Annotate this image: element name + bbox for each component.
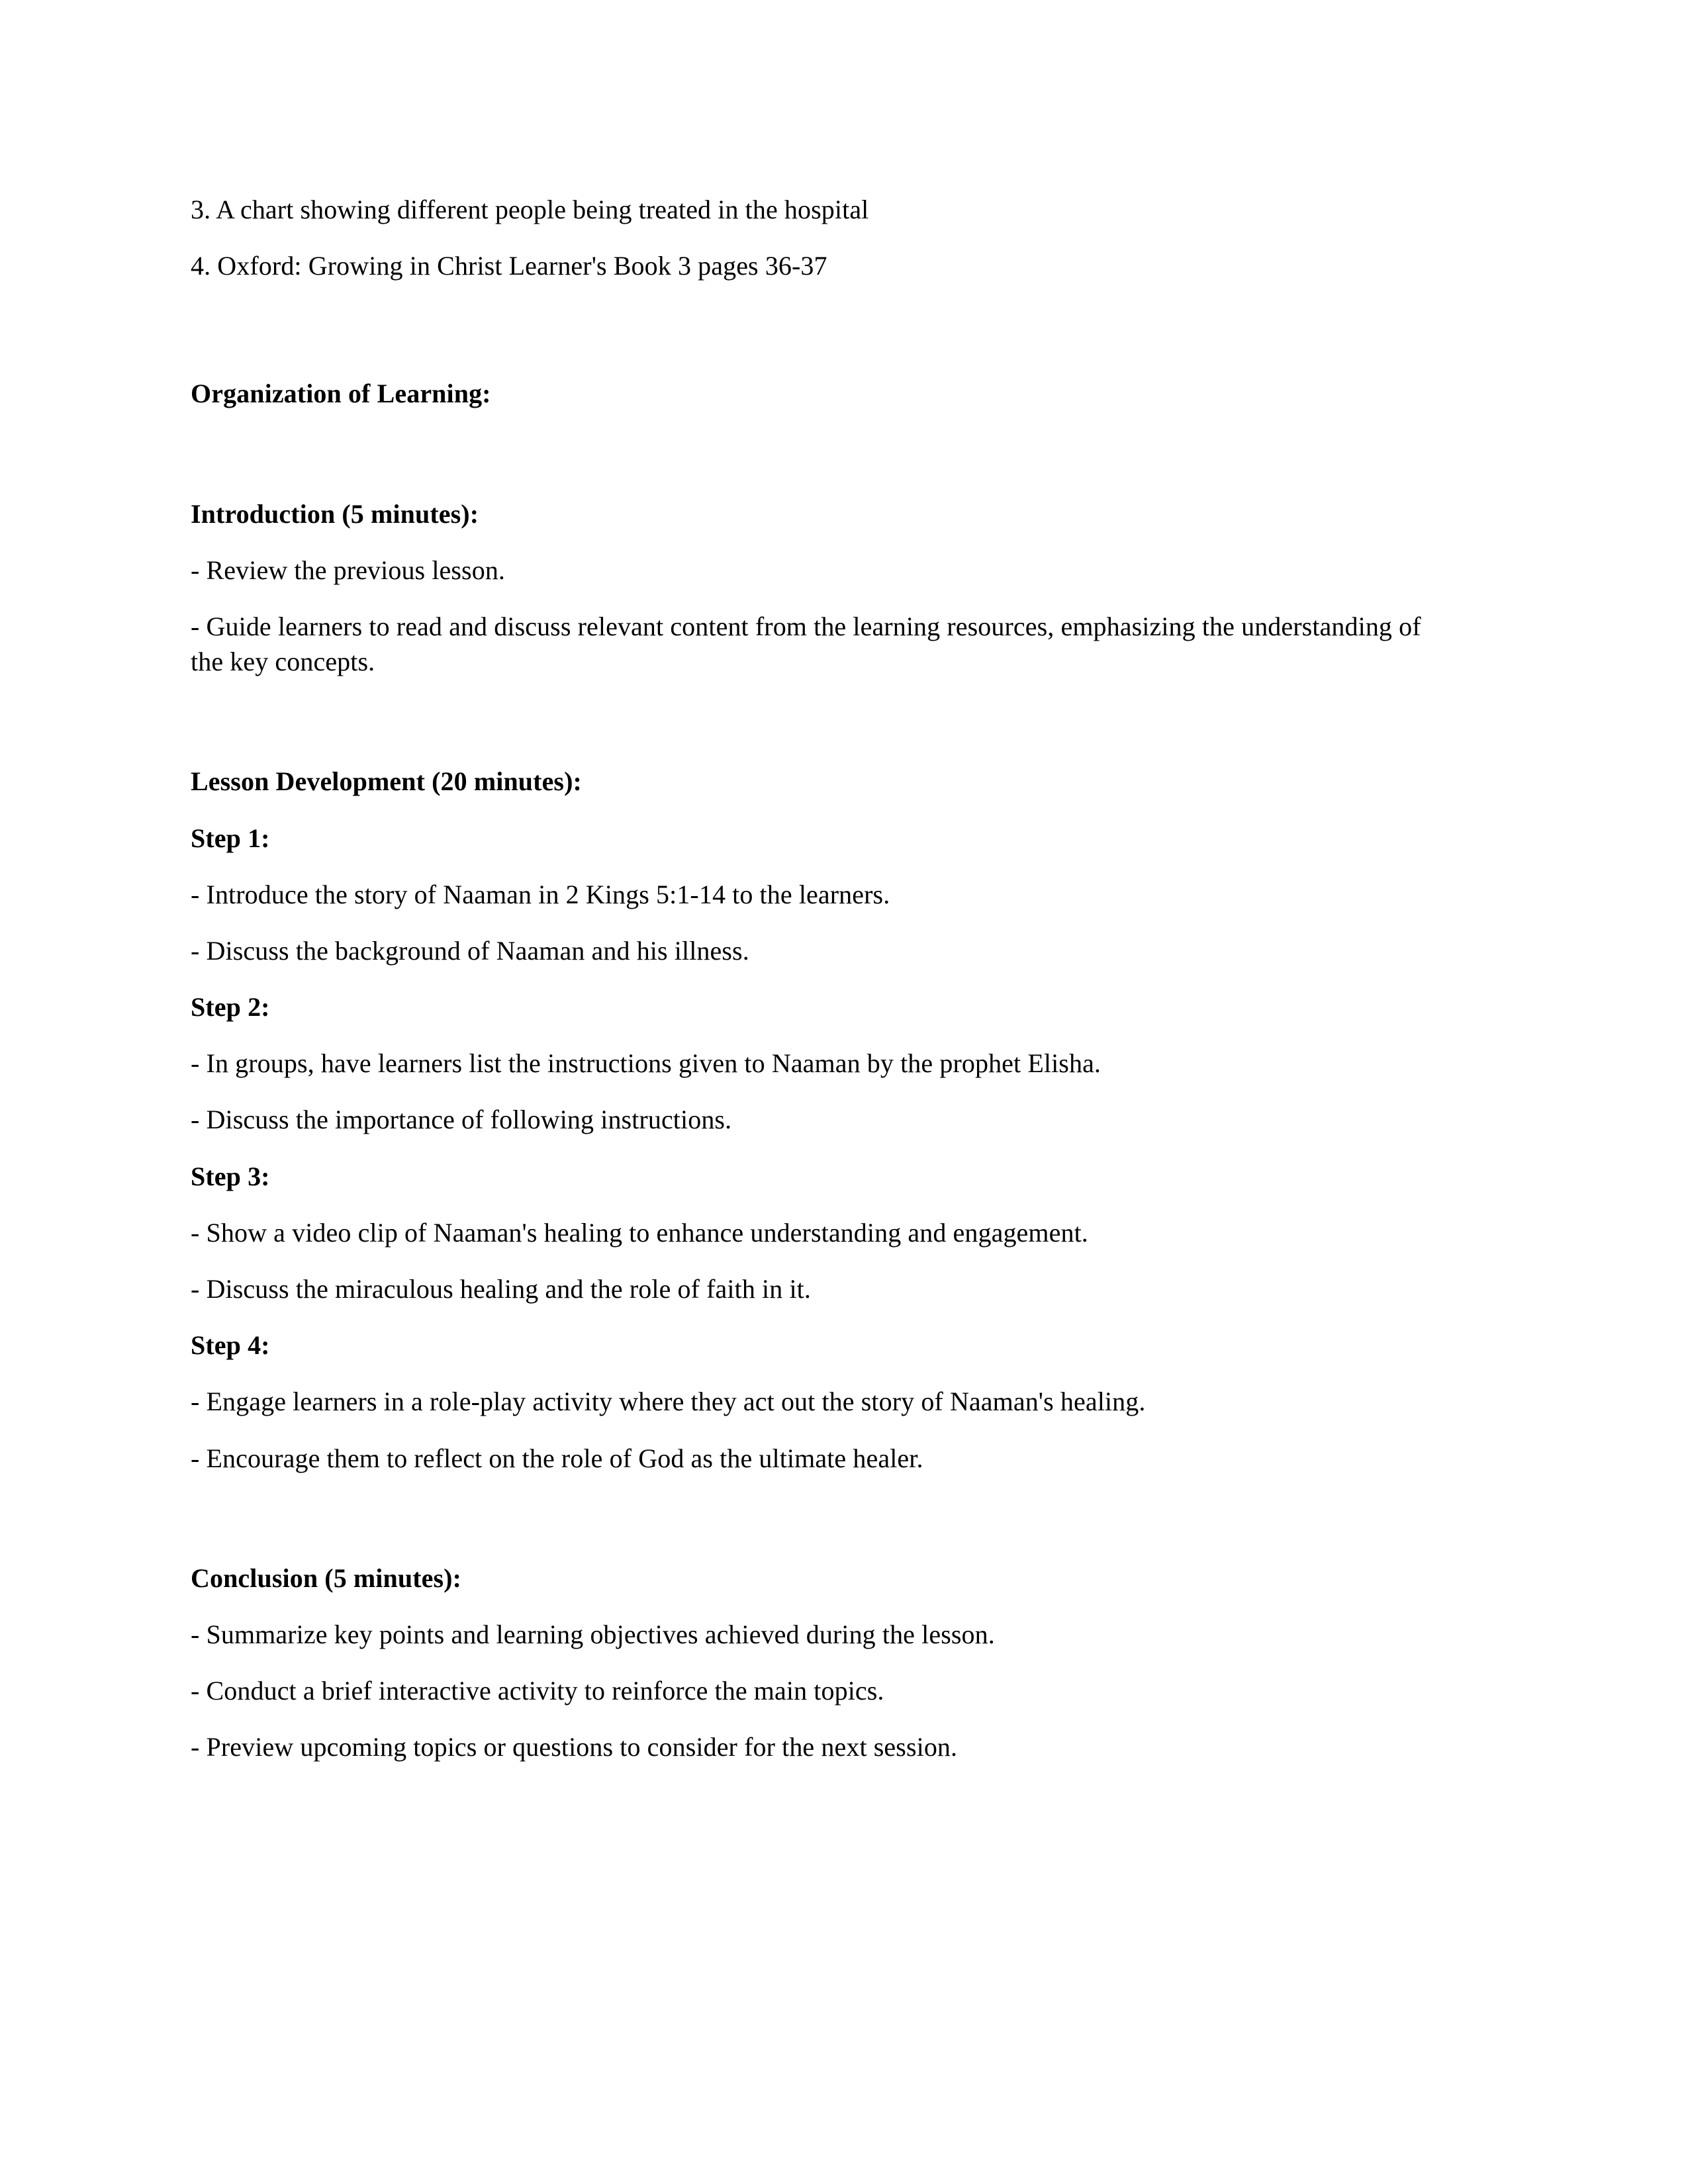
conclusion-section bbox=[191, 1561, 1443, 1765]
step-4-item: - Engage learners in a role-play activity where they act out the story of Naaman's healing. bbox=[191, 1387, 1146, 1417]
introduction-item: - Guide learners to read and discuss relevant content from the learning resources, emphasizing the understanding of the key concepts. bbox=[191, 611, 1421, 677]
introduction-section bbox=[191, 496, 1443, 680]
step-1-item: - Introduce the story of Naaman in 2 Kings 5:1-14 to the learners. bbox=[191, 879, 890, 909]
introduction-item: - Review the previous lesson. bbox=[191, 555, 506, 585]
resource-item-3: 3. A chart showing different people being treated in the hospital bbox=[191, 195, 869, 224]
section-spacer bbox=[191, 433, 1443, 496]
step-1-label: Step 1: bbox=[191, 823, 270, 853]
step-3-label: Step 3: bbox=[191, 1161, 270, 1191]
step-3-item: - Discuss the miraculous healing and the role of faith in it. bbox=[191, 1274, 811, 1304]
step-3-item: - Show a video clip of Naaman's healing to enhance understanding and engagement. bbox=[191, 1217, 1088, 1248]
resource-item-4: 4. Oxford: Growing in Christ Learner's Book 3 pages 36-37 bbox=[191, 251, 827, 281]
conclusion-item: - Conduct a brief interactive activity to reinforce the main topics. bbox=[191, 1676, 884, 1706]
section-spacer bbox=[191, 304, 1443, 376]
step-2-item: - In groups, have learners list the instructions given to Naaman by the prophet Elisha. bbox=[191, 1048, 1102, 1079]
section-spacer bbox=[191, 700, 1443, 764]
step-2-item: - Discuss the importance of following instructions. bbox=[191, 1105, 732, 1135]
section-spacer bbox=[191, 1497, 1443, 1561]
conclusion-item: - Preview upcoming topics or questions to consider for the next session. bbox=[191, 1732, 958, 1762]
organization-of-learning-heading: Organization of Learning: bbox=[191, 379, 491, 409]
step-4-label: Step 4: bbox=[191, 1330, 270, 1361]
learning-resources-list bbox=[191, 192, 1443, 283]
conclusion-heading: Conclusion (5 minutes): bbox=[191, 1563, 461, 1593]
introduction-heading: Introduction (5 minutes): bbox=[191, 498, 479, 529]
lesson-development-section bbox=[191, 764, 1443, 1475]
conclusion-item: - Summarize key points and learning objectives achieved during the lesson. bbox=[191, 1619, 995, 1649]
step-1-item: - Discuss the background of Naaman and his illness. bbox=[191, 935, 749, 966]
step-2-label: Step 2: bbox=[191, 992, 270, 1023]
lesson-development-heading: Lesson Development (20 minutes): bbox=[191, 766, 582, 797]
step-4-item: - Encourage them to reflect on the role of God as the ultimate healer. bbox=[191, 1443, 923, 1473]
